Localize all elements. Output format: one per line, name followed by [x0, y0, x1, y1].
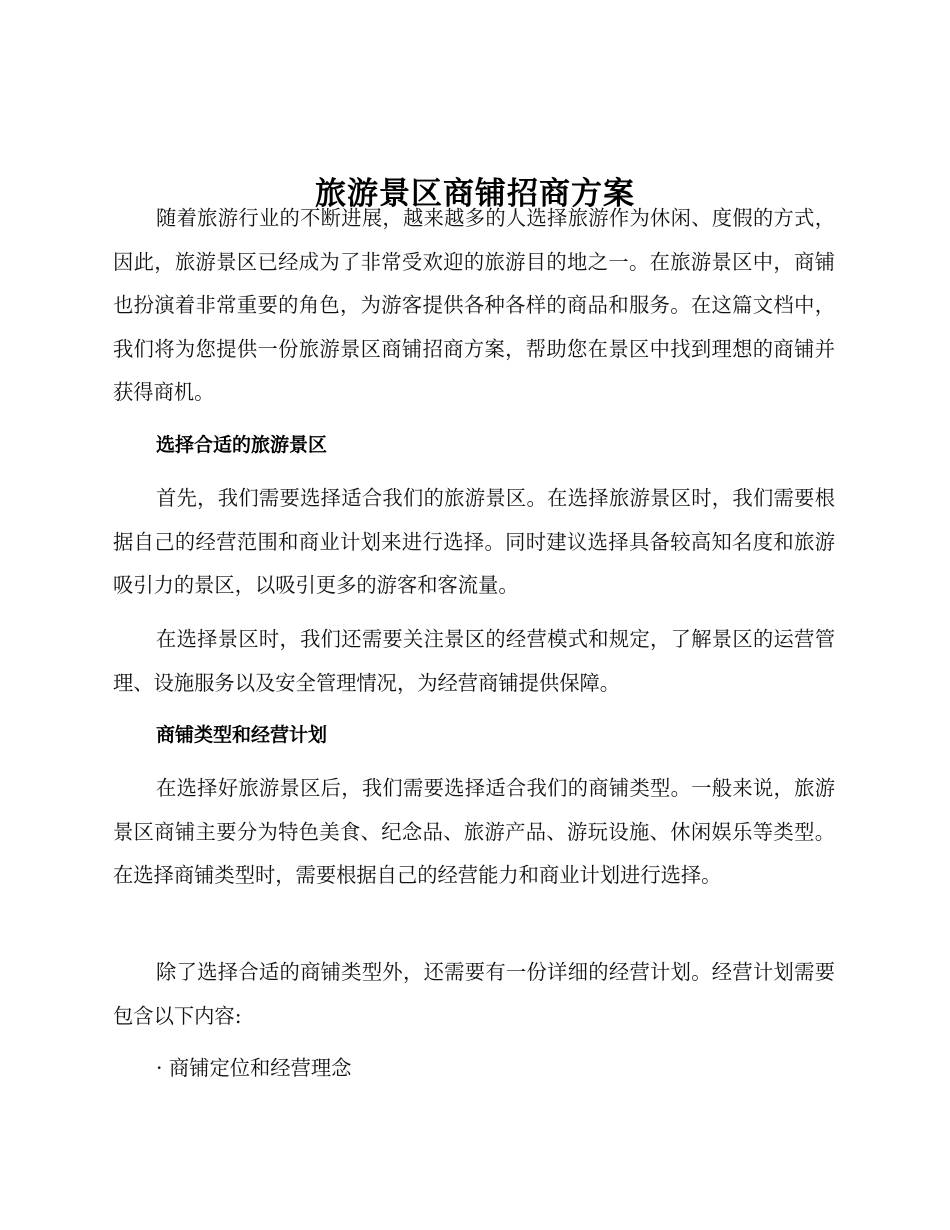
- section-1-paragraph-2: 在选择景区时，我们还需要关注景区的经营模式和规定，了解景区的运营管理、设施服务以及安全管理情况，为经营商铺提供保障。: [113, 627, 835, 695]
- section-1-paragraph-1: 首先，我们需要选择适合我们的旅游景区。在选择旅游景区时，我们需要根据自己的经营范围和商业计划来进行选择。同时建议选择具备较高知名度和旅游吸引力的景区，以吸引更多的游客和客流量。: [113, 486, 835, 597]
- document-title: 旅游景区商铺招商方案: [315, 175, 635, 212]
- section-heading-shop-type-and-plan: 商铺类型和经营计划: [156, 724, 328, 746]
- intro-paragraph: 随着旅游行业的不断进展，越来越多的人选择旅游作为休闲、度假的方式，因此，旅游景区已经成为了非常受欢迎的旅游目的地之一。在旅游景区中，商铺也扮演着非常重要的角色，为游客提供各种各样的商品和服务。在这篇文档中，我们将为您提供一份旅游景区商铺招商方案，帮助您在景区中找到理想的商铺并获得商机。: [113, 206, 835, 404]
- section-2-paragraph-2: 除了选择合适的商铺类型外，还需要有一份详细的经营计划。经营计划需要包含以下内容:: [113, 960, 835, 1028]
- section-heading-choose-scenic-area: 选择合适的旅游景区: [156, 434, 328, 456]
- list-item: · 商铺定位和经营理念: [156, 1056, 352, 1080]
- section-2-paragraph-1: 在选择好旅游景区后，我们需要选择适合我们的商铺类型。一般来说，旅游景区商铺主要分为特色美食、纪念品、旅游产品、游玩设施、休闲娱乐等类型。在选择商铺类型时，需要根据自己的经营能力和商业计划进行选择。: [113, 776, 835, 887]
